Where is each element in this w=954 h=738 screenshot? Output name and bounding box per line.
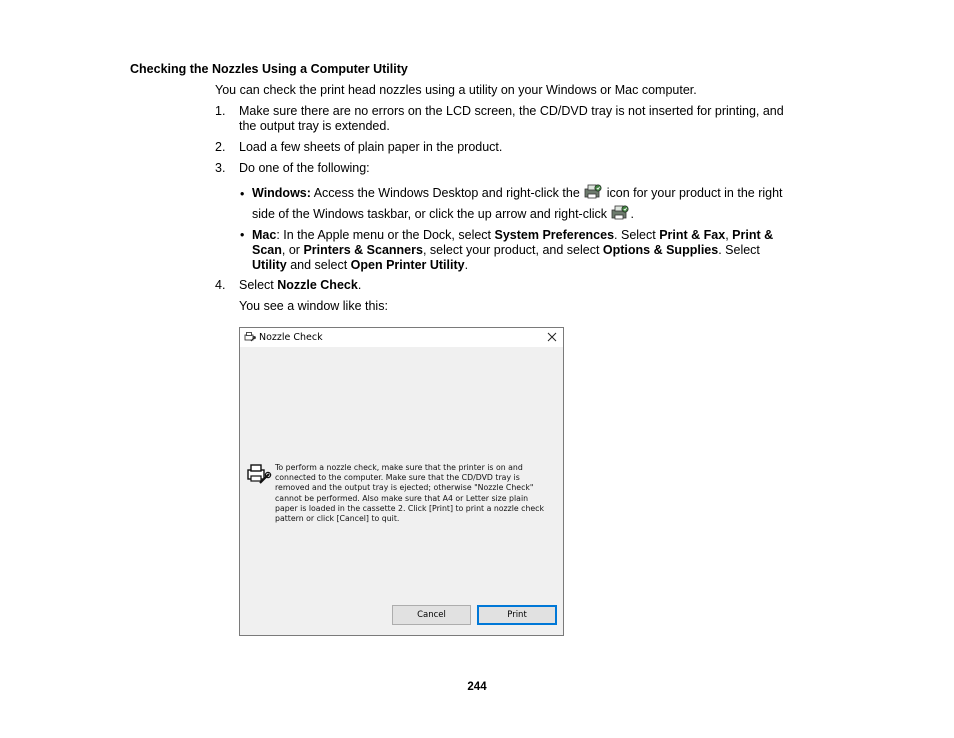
dialog-message-line: connected to the computer. Make sure that the CD/DVD tray is — [275, 473, 520, 483]
windows-bullet — [252, 183, 832, 224]
printer-tool-icon — [244, 331, 256, 343]
dialog-message — [275, 463, 544, 524]
windows-text: icon for your product in the right — [603, 186, 783, 200]
step-4-text: . — [357, 278, 362, 292]
mac-text: , or — [281, 243, 304, 257]
step-text — [239, 278, 361, 293]
close-icon[interactable] — [546, 331, 558, 343]
print-button[interactable]: Print — [477, 605, 557, 625]
mac-text: , — [725, 228, 733, 242]
dialog-message-line: paper is loaded in the cassette 2. Click [Print] to print a nozzle check — [275, 503, 544, 513]
see-window-text: You see a window like this: — [239, 299, 388, 313]
mac-text: . Select — [718, 243, 760, 257]
mac-bold: Print & Fax — [659, 228, 726, 242]
step-number: 1. — [215, 104, 226, 118]
mac-bold: Open Printer Utility — [350, 258, 465, 272]
step-text — [239, 104, 784, 134]
mac-label: Mac — [252, 228, 277, 242]
step-number: 2. — [215, 140, 226, 154]
mac-bold: Options & Supplies — [602, 243, 719, 257]
mac-bullet — [252, 228, 832, 273]
mac-text: : In the Apple menu or the Dock, select — [276, 228, 495, 242]
dialog-titlebar — [240, 328, 563, 347]
printer-utility-icon — [584, 183, 602, 200]
dialog-message-line: cannot be performed. Also make sure that A4 or Letter size plain — [275, 493, 529, 503]
bullet-marker: • — [240, 187, 245, 201]
step-4-text: Select — [239, 278, 278, 292]
step-number: 3. — [215, 161, 226, 175]
cancel-button[interactable]: Cancel — [392, 605, 471, 625]
windows-text: Access the Windows Desktop and right-click the — [310, 186, 584, 200]
printer-utility-icon — [611, 204, 629, 221]
windows-text: side of the Windows taskbar, or click the up arrow and right-click — [252, 207, 611, 221]
intro-paragraph: You can check the print head nozzles using a utility on your Windows or Mac computer. — [215, 83, 697, 97]
mac-bold: Print & — [732, 228, 774, 242]
windows-label: Windows: — [252, 186, 311, 200]
mac-text: and select — [286, 258, 351, 272]
windows-text: . — [630, 207, 634, 221]
step-1-line-2: the output tray is extended. — [239, 119, 390, 133]
dialog-title: Nozzle Check — [259, 332, 323, 343]
mac-bold: Printers & Scanners — [303, 243, 423, 257]
step-number: 4. — [215, 278, 226, 292]
step-1-line-1: Make sure there are no errors on the LCD screen, the CD/DVD tray is not inserted for printing, and — [239, 104, 784, 118]
mac-text: . — [464, 258, 469, 272]
bullet-marker: • — [240, 228, 245, 242]
section-heading: Checking the Nozzles Using a Computer Utility — [130, 62, 408, 76]
printer-tool-icon — [246, 461, 272, 487]
page-number: 244 — [467, 681, 487, 693]
mac-bold: System Preferences — [494, 228, 615, 242]
dialog-message-line: To perform a nozzle check, make sure that the printer is on and — [275, 463, 523, 472]
step-4-bold: Nozzle Check — [277, 278, 358, 292]
nozzle-check-dialog — [239, 327, 564, 636]
mac-text: , select your product, and select — [422, 243, 603, 257]
mac-bold: Utility — [252, 258, 287, 272]
dialog-message-line: pattern or click [Cancel] to quit. — [275, 514, 400, 524]
dialog-message-line: removed and the output tray is ejected; otherwise "Nozzle Check" — [275, 483, 534, 493]
mac-text: . Select — [614, 228, 660, 242]
step-text: Do one of the following: — [239, 161, 370, 175]
mac-bold: Scan — [252, 243, 282, 257]
step-text: Load a few sheets of plain paper in the product. — [239, 140, 503, 154]
